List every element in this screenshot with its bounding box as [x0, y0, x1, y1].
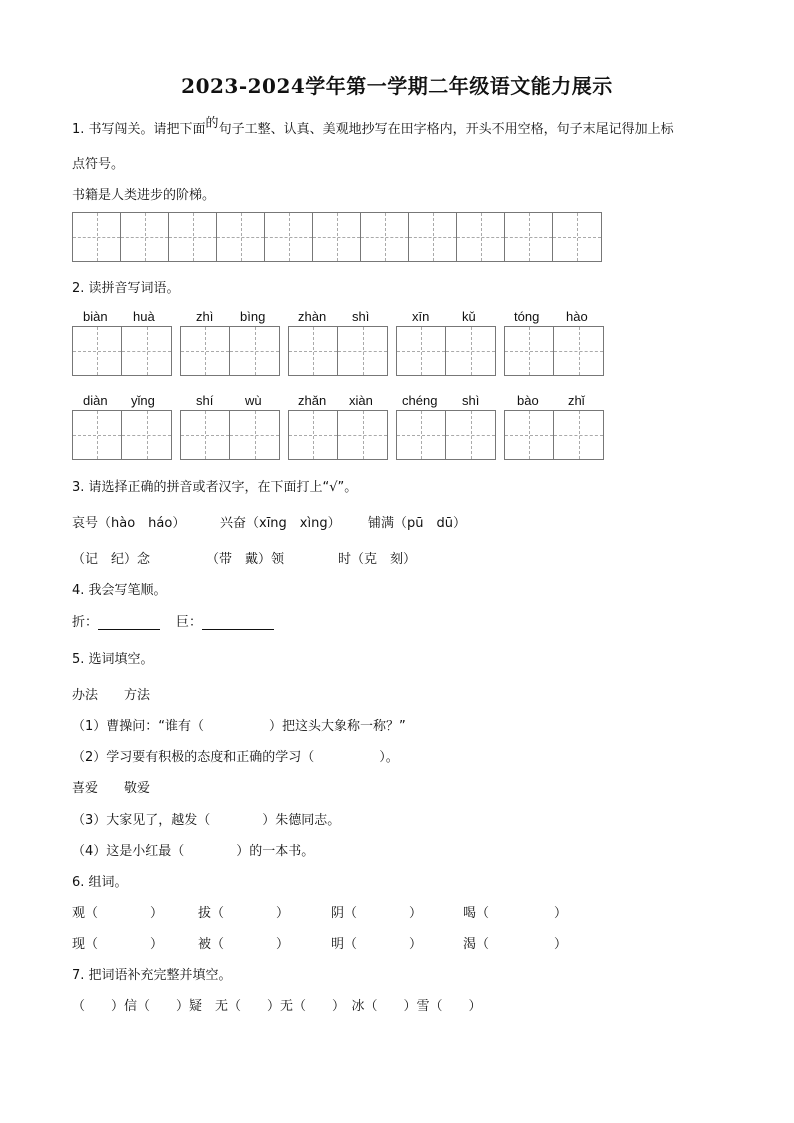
pinyin: zhì	[196, 309, 214, 324]
grid-cell[interactable]	[230, 411, 279, 459]
answer-blank[interactable]	[202, 615, 274, 630]
q3-option[interactable]: 兴奋（xīng xìng）	[220, 516, 341, 531]
q5-sentence: （4）这是小红最（ ）的一本书。	[72, 844, 315, 859]
pinyin: diàn	[83, 393, 108, 408]
q3-label: 3. 请选择正确的拼音或者汉字，在下面打上“√”。	[72, 480, 358, 495]
grid-cell[interactable]	[446, 327, 495, 375]
q7-label: 7. 把词语补充完整并填空。	[72, 968, 232, 983]
q6-label: 6. 组词。	[72, 875, 128, 890]
q6-item[interactable]: 被（ ）	[198, 937, 290, 952]
pinyin: kǔ	[462, 309, 476, 324]
word-writing-box[interactable]	[180, 410, 280, 460]
q4-item-label: 折：	[72, 615, 99, 630]
grid-cell[interactable]	[217, 213, 265, 261]
word-writing-box[interactable]	[180, 326, 280, 376]
grid-cell[interactable]	[554, 411, 603, 459]
pinyin: shì	[352, 309, 370, 324]
q3-option[interactable]: （带 戴）领	[206, 552, 285, 567]
pinyin: zhǐ	[568, 393, 585, 408]
grid-cell[interactable]	[121, 213, 169, 261]
grid-cell[interactable]	[73, 327, 122, 375]
grid-cell[interactable]	[73, 213, 121, 261]
grid-cell[interactable]	[505, 327, 554, 375]
pinyin: huà	[133, 309, 155, 324]
q1-text-sup: 的	[205, 116, 219, 131]
pinyin: wù	[245, 393, 262, 408]
pinyin: biàn	[83, 309, 108, 324]
grid-cell[interactable]	[181, 327, 230, 375]
q5-word-choices: 办法 方法	[72, 688, 151, 703]
pinyin: tóng	[514, 309, 540, 324]
grid-cell[interactable]	[505, 411, 554, 459]
q6-item[interactable]: 观（ ）	[72, 906, 164, 921]
q5-word-choices: 喜爱 敬爱	[72, 781, 151, 796]
pinyin: shí	[196, 393, 214, 408]
q6-item[interactable]: 阴（ ）	[331, 906, 423, 921]
grid-cell[interactable]	[169, 213, 217, 261]
grid-cell[interactable]	[397, 327, 446, 375]
word-writing-box[interactable]	[72, 326, 172, 376]
q3-option[interactable]: 哀号（hào háo）	[72, 516, 186, 531]
grid-cell[interactable]	[505, 213, 553, 261]
pinyin: xiàn	[349, 393, 373, 408]
pinyin: zhǎn	[298, 393, 327, 408]
grid-cell[interactable]	[361, 213, 409, 261]
q6-item[interactable]: 拔（ ）	[198, 906, 290, 921]
q3-option[interactable]: （记 纪）念	[72, 552, 151, 567]
q5-sentence: （3）大家见了，越发（ ）朱德同志。	[72, 813, 341, 828]
pinyin: bào	[517, 393, 539, 408]
grid-cell[interactable]	[289, 327, 338, 375]
grid-cell[interactable]	[122, 327, 171, 375]
q3-option[interactable]: 铺满（pū dū）	[368, 516, 466, 531]
word-writing-box[interactable]	[72, 410, 172, 460]
q6-item[interactable]: 现（ ）	[72, 937, 164, 952]
q7-fill-line[interactable]: （ ）信（ ）疑 无（ ）无（ ） 冰（ ）雪（ ）	[72, 999, 482, 1014]
pinyin: hào	[566, 309, 588, 324]
grid-cell[interactable]	[230, 327, 279, 375]
q5-sentence: （1）曹操问：“谁有（ ）把这头大象称一称？”	[72, 719, 406, 734]
pinyin: xīn	[412, 309, 430, 324]
q1-instruction-line1	[72, 118, 674, 137]
q6-item[interactable]: 喝（ ）	[463, 906, 568, 921]
q4-item-zhe	[72, 611, 160, 630]
q1-text-b: 句子工整、认真、美观地抄写在田字格内，开头不用空格，句子末尾记得加上标	[218, 122, 674, 137]
page-title: 2023-2024学年第一学期二年级语文能力展示	[181, 74, 613, 98]
grid-cell[interactable]	[446, 411, 495, 459]
grid-cell[interactable]	[122, 411, 171, 459]
word-writing-box[interactable]	[288, 326, 388, 376]
q5-sentence: （2）学习要有积极的态度和正确的学习（ ）。	[72, 750, 399, 765]
grid-cell[interactable]	[313, 213, 361, 261]
word-writing-box[interactable]	[396, 326, 496, 376]
q1-instruction-line2: 点符号。	[72, 157, 125, 172]
pinyin: bìng	[240, 309, 266, 324]
pinyin: yǐng	[131, 393, 155, 408]
grid-cell[interactable]	[265, 213, 313, 261]
answer-blank[interactable]	[98, 615, 160, 630]
grid-cell[interactable]	[289, 411, 338, 459]
grid-cell[interactable]	[554, 327, 603, 375]
word-writing-box[interactable]	[288, 410, 388, 460]
q2-label: 2. 读拼音写词语。	[72, 281, 180, 296]
q5-label: 5. 选词填空。	[72, 652, 154, 667]
q4-label: 4. 我会写笔顺。	[72, 583, 167, 598]
q4-item-label: 巨：	[176, 615, 203, 630]
word-writing-box[interactable]	[504, 410, 604, 460]
grid-cell[interactable]	[338, 327, 387, 375]
grid-cell[interactable]	[553, 213, 601, 261]
q6-item[interactable]: 渴（ ）	[463, 937, 568, 952]
pinyin: zhàn	[298, 309, 327, 324]
q1-writing-grid[interactable]	[72, 212, 602, 262]
q1-text-a: 1. 书写闯关。请把下面	[72, 122, 206, 137]
word-writing-box[interactable]	[396, 410, 496, 460]
pinyin: chéng	[402, 393, 438, 408]
q4-item-ju	[176, 611, 274, 630]
q6-item[interactable]: 明（ ）	[331, 937, 423, 952]
pinyin: shì	[462, 393, 480, 408]
grid-cell[interactable]	[73, 411, 122, 459]
grid-cell[interactable]	[409, 213, 457, 261]
q1-sentence: 书籍是人类进步的阶梯。	[72, 188, 216, 203]
grid-cell[interactable]	[397, 411, 446, 459]
word-writing-box[interactable]	[504, 326, 604, 376]
grid-cell[interactable]	[457, 213, 505, 261]
q3-option[interactable]: 时（克 刻）	[338, 552, 417, 567]
grid-cell[interactable]	[181, 411, 230, 459]
grid-cell[interactable]	[338, 411, 387, 459]
